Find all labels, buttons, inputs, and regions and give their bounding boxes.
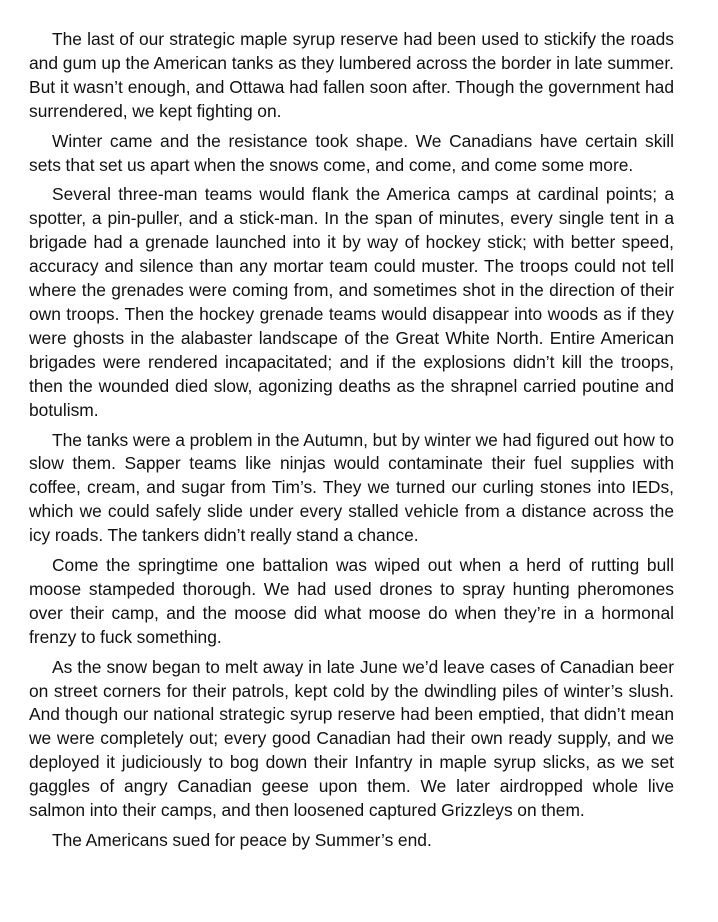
paragraph-2: Winter came and the resistance took shape. We Canadians have certain skill sets that set us apart when the snows come, and come, and come some more. <box>29 130 674 175</box>
paragraph-4: The tanks were a problem in the Autumn, but by winter we had figured out how to slow them. Sapper teams like ninjas would contaminate their fuel supplies with coffee, cream, and sugar from Tim’s. They we turned our curling stones into IEDs, which we could safely slide under every stalled vehicle from a distance across the icy roads. The tankers didn’t really stand a chance. <box>29 429 674 546</box>
paragraph-7: The Americans sued for peace by Summer’s end. <box>52 830 432 850</box>
paragraph-6: As the snow began to melt away in late June we’d leave cases of Canadian beer on street corners for their patrols, kept cold by the dwindling piles of winter’s slush. And though our national strategic syrup reserve had been emptied, that didn’t mean we were completely out; every good Canadian had their own ready supply, and we deployed it judiciously to bog down their Infantry in maple syrup slicks, as we set gaggles of angry Canadian geese upon them. We later airdropped whole live salmon into their camps, and then loosened captured Grizzleys on them. <box>29 656 674 821</box>
paragraph-5: Come the springtime one battalion was wiped out when a herd of rutting bull moose stampeded thorough. We had used drones to spray hunting pheromones over their camp, and the moose did what moose do when they’re in a hormonal frenzy to fuck something. <box>29 555 674 647</box>
paragraph-3: Several three-man teams would flank the America camps at cardinal points; a spotter, a pin-puller, and a stick-man. In the span of minutes, every single tent in a brigade had a grenade launched into it by way of hockey stick; with better speed, accuracy and silence than any mortar team could muster. The troops could not tell where the grenades were coming from, and sometimes shot in the direction of their own troops. Then the hockey grenade teams would disappear into woods as if they were ghosts in the alabaster landscape of the Great White North. Entire American brigades were rendered incapacitated; and if the explosions didn’t kill the troops, then the wounded died slow, agonizing deaths as the shrapnel carried poutine and botulism. <box>29 184 674 420</box>
text-body <box>29 28 674 859</box>
paragraph-1: The last of our strategic maple syrup reserve had been used to stickify the roads and gum up the American tanks as they lumbered across the border in late summer. But it wasn’t enough, and Ottawa had fallen soon after. Though the government had surrendered, we kept fighting on. <box>29 29 674 121</box>
